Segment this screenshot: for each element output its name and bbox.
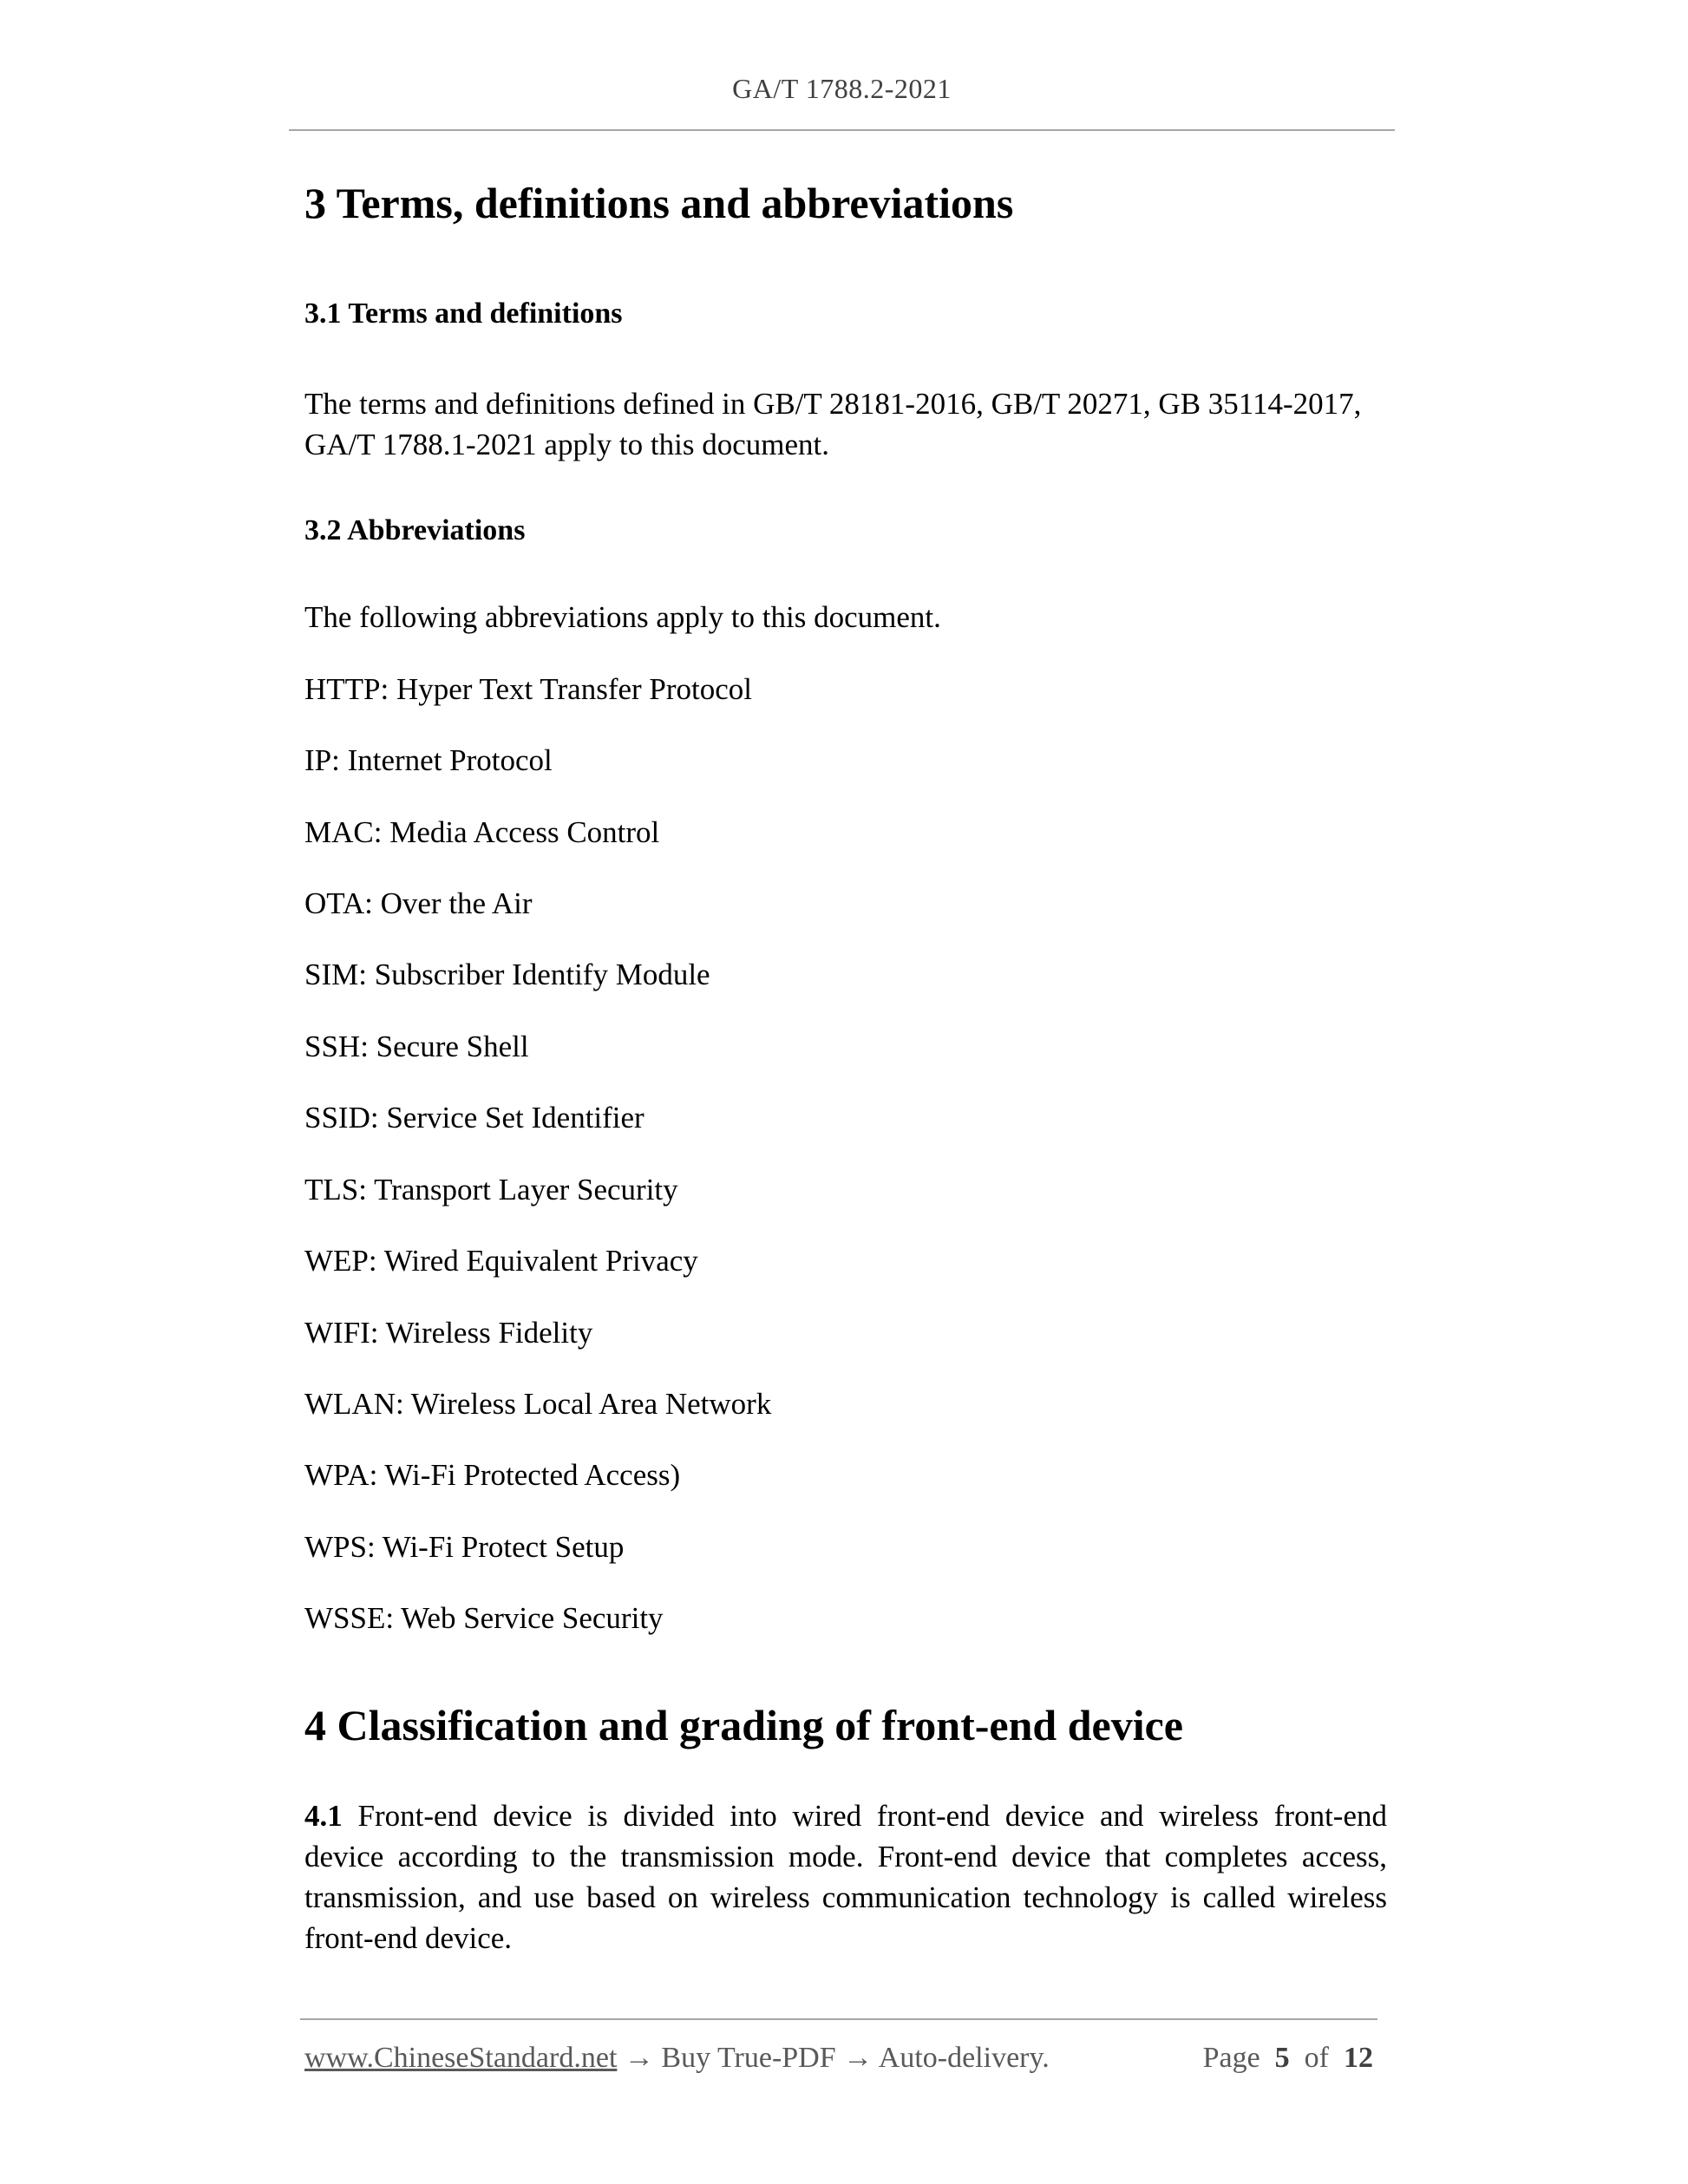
abbreviation-item: WSSE: Web Service Security	[304, 1601, 664, 1635]
clause-4-1-paragraph	[304, 1795, 1387, 1958]
header-divider	[289, 129, 1395, 131]
abbreviation-item: SSID: Service Set Identifier	[304, 1101, 644, 1135]
website-link[interactable]: www.ChineseStandard.net	[304, 2042, 618, 2074]
abbreviation-item: WPA: Wi-Fi Protected Access)	[304, 1458, 681, 1492]
buy-pdf-text: Buy True-PDF	[661, 2042, 836, 2074]
abbreviation-item: WPS: Wi-Fi Protect Setup	[304, 1530, 625, 1564]
abbreviation-item: IP: Internet Protocol	[304, 743, 553, 777]
terms-definitions-paragraph: The terms and definitions defined in GB/T 28181-2016, GB/T 20271, GB 35114-2017, GA/T 1788.1-2021 apply to this document.	[304, 387, 1362, 461]
running-header: GA/T 1788.2-2021	[732, 73, 952, 104]
arrow-right-icon: →	[624, 2042, 654, 2074]
abbreviation-item: SSH: Secure Shell	[304, 1030, 529, 1063]
abbreviations-intro: The following abbreviations apply to this document.	[304, 600, 941, 634]
section-3-1-title: 3.1 Terms and definitions	[304, 298, 623, 330]
abbreviation-item: OTA: Over the Air	[304, 886, 533, 920]
page-of-label: of	[1304, 2042, 1329, 2074]
abbreviation-item: MAC: Media Access Control	[304, 815, 660, 849]
footer-divider	[300, 2018, 1377, 2020]
abbreviation-item: WEP: Wired Equivalent Privacy	[304, 1244, 698, 1278]
arrow-right-icon: →	[843, 2042, 873, 2074]
abbreviation-item: WLAN: Wireless Local Area Network	[304, 1387, 772, 1421]
abbreviation-item: SIM: Subscriber Identify Module	[304, 958, 710, 991]
auto-delivery-text: Auto-delivery.	[878, 2042, 1050, 2074]
clause-4-1-text: Front-end device is divided into wired front-end device and wireless front-end device according to the transmission mode. Front-end device that completes access, transmission, and use based on wireless communication technology is called wireless front-end device.	[304, 1799, 1387, 1955]
page-label: Page	[1202, 2042, 1260, 2074]
section-3-2-title: 3.2 Abbreviations	[304, 514, 526, 546]
clause-4-1-number: 4.1	[304, 1799, 343, 1833]
current-page-number: 5	[1274, 2042, 1290, 2074]
abbreviation-item: HTTP: Hyper Text Transfer Protocol	[304, 672, 753, 706]
page-indicator	[1203, 2042, 1373, 2075]
section-4-title: 4 Classification and grading of front-end device	[304, 1701, 1183, 1749]
section-3-title: 3 Terms, definitions and abbreviations	[304, 179, 1014, 227]
abbreviation-item: TLS: Transport Layer Security	[304, 1173, 678, 1206]
total-pages-number: 12	[1344, 2042, 1373, 2074]
abbreviation-item: WIFI: Wireless Fidelity	[304, 1316, 593, 1350]
footer-promo	[304, 2042, 1050, 2075]
